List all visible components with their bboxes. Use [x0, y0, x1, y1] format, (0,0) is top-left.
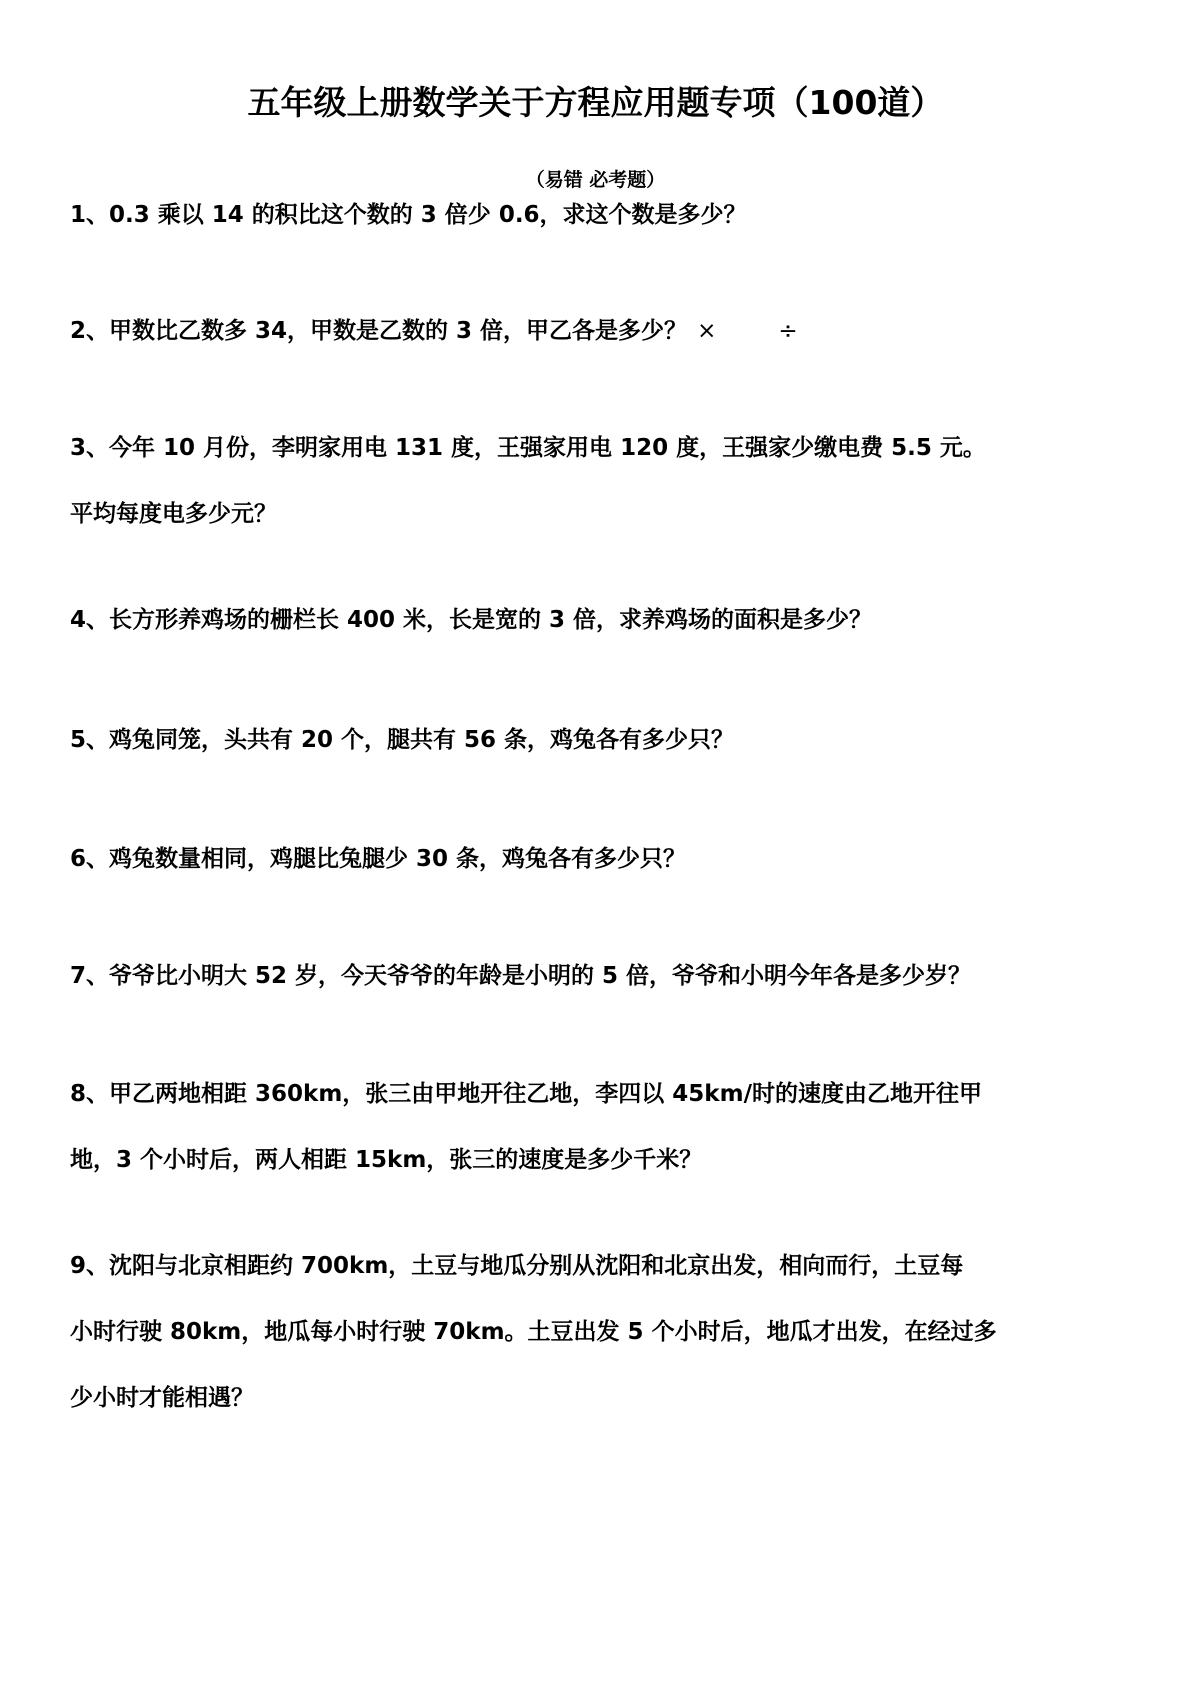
question-text: 0.3 乘以 14 的积比这个数的 3 倍少 0.6，求这个数是多少？ [109, 202, 747, 228]
question-text: 甲乙两地相距 360km，张三由甲地开往乙地，李四以 45km/时的速度由乙地开往甲 [109, 1081, 982, 1107]
divide-symbol: ÷ [778, 318, 798, 344]
question-text: 沈阳与北京相距约 700km，土豆与地瓜分别从沈阳和北京出发，相向而行，土豆每 [109, 1253, 964, 1279]
document-title: 五年级上册数学关于方程应用题专项（100道） [247, 83, 944, 122]
question-line [70, 826, 1130, 892]
question-line [70, 1127, 1130, 1193]
question-line [70, 415, 1130, 481]
question-text: 爷爷比小明大 52 岁，今天爷爷的年龄是小明的 5 倍，爷爷和小明今年各是多少岁？ [109, 963, 972, 989]
question-line [70, 1061, 1130, 1127]
question-text: 今年 10 月份，李明家用电 131 度，王强家用电 120 度，王强家少缴电费 5.5 元。 [109, 435, 986, 461]
question-text: 少小时才能相遇？ [70, 1385, 254, 1411]
document-subtitle: （易错 必考题） [525, 169, 666, 191]
question-number: 5、 [70, 727, 110, 753]
question-text: 鸡兔数量相同，鸡腿比兔腿少 30 条，鸡兔各有多少只？ [109, 846, 687, 872]
question-text: 地，3 个小时后，两人相距 15km，张三的速度是多少千米？ [70, 1147, 703, 1173]
question-3 [70, 415, 1130, 547]
question-7 [70, 943, 1130, 1009]
question-number: 4、 [70, 607, 110, 633]
times-symbol: × [697, 318, 717, 344]
question-number: 7、 [70, 963, 110, 989]
question-6 [70, 826, 1130, 892]
question-number: 9、 [70, 1253, 110, 1279]
question-line [70, 943, 1130, 1009]
question-5 [70, 707, 1130, 773]
question-number: 6、 [70, 846, 110, 872]
question-number: 8、 [70, 1081, 110, 1107]
question-number: 3、 [70, 435, 110, 461]
question-2 [70, 298, 1130, 364]
question-9 [70, 1233, 1130, 1431]
question-line [70, 182, 1130, 248]
question-4 [70, 587, 1130, 653]
question-text: 平均每度电多少元？ [70, 501, 277, 527]
question-text: 小时行驶 80km，地瓜每小时行驶 70km。土豆出发 5 个小时后，地瓜才出发，在经过多 [70, 1319, 997, 1345]
question-text: 甲数比乙数多 34，甲数是乙数的 3 倍，甲乙各是多少？ [109, 318, 688, 344]
question-number: 1、 [70, 202, 110, 228]
question-text: 长方形养鸡场的栅栏长 400 米，长是宽的 3 倍，求养鸡场的面积是多少？ [109, 607, 873, 633]
question-text: 鸡兔同笼，头共有 20 个，腿共有 56 条，鸡兔各有多少只？ [109, 727, 735, 753]
question-line [70, 1233, 1130, 1299]
question-1 [70, 182, 1130, 248]
question-8 [70, 1061, 1130, 1193]
question-line [70, 481, 1130, 547]
question-line [70, 587, 1130, 653]
question-line [70, 1365, 1130, 1431]
question-line [70, 298, 1130, 364]
question-number: 2、 [70, 318, 110, 344]
question-line [70, 1299, 1130, 1365]
question-line [70, 707, 1130, 773]
